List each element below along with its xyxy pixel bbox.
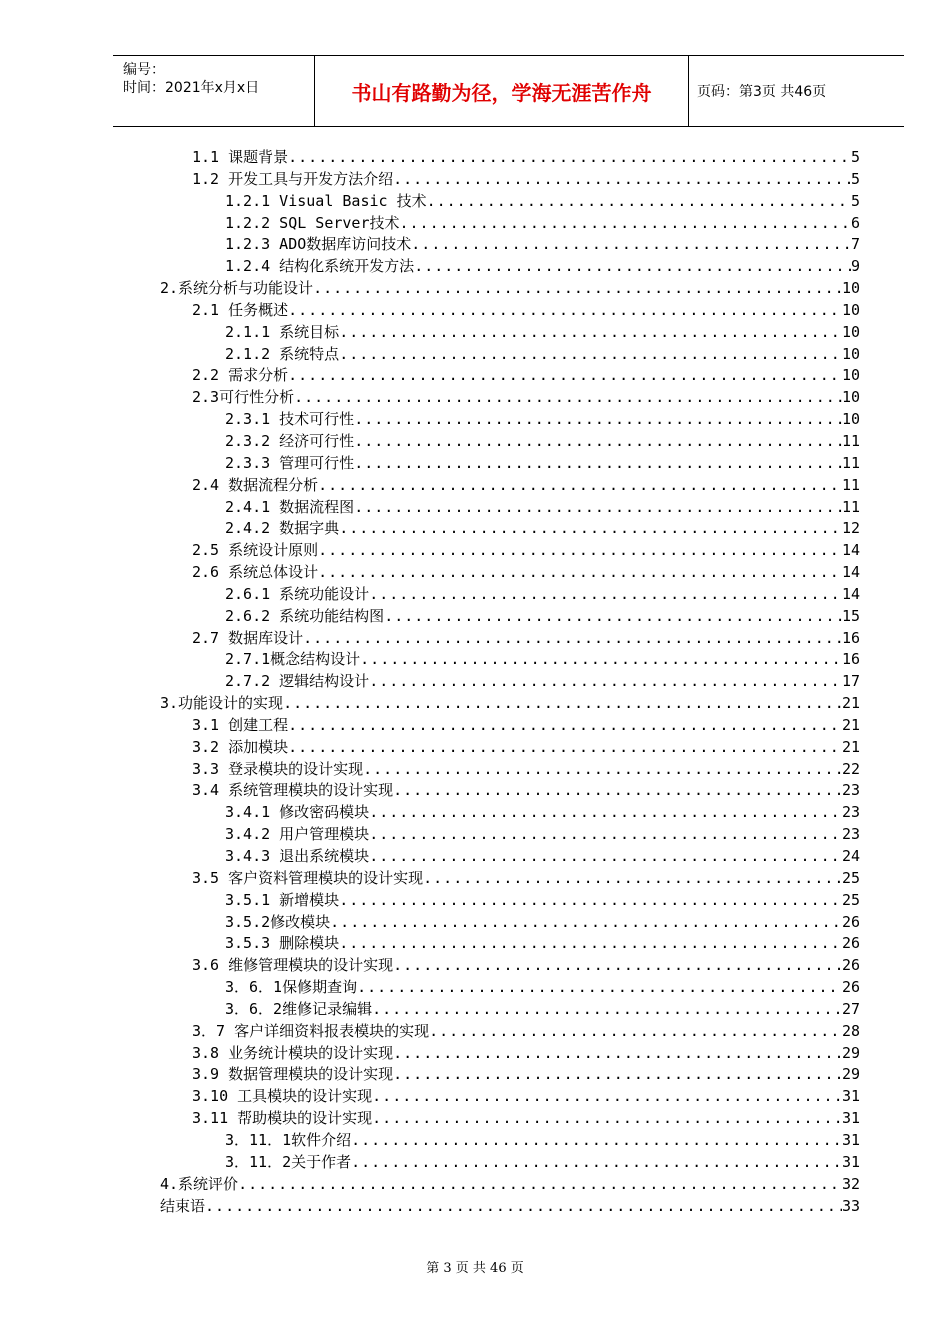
toc-leader-dots <box>372 999 842 1021</box>
toc-entry-title: 2.2 需求分析 <box>192 366 289 385</box>
toc-entry[interactable] <box>160 409 860 431</box>
toc-entry-page-number: 11 <box>841 453 860 472</box>
toc-entry-page-number: 14 <box>841 563 860 582</box>
toc-leader-dots <box>318 562 842 584</box>
toc-leader-dots <box>313 278 842 300</box>
toc-entry-page-number: 24 <box>841 847 860 865</box>
toc-entry-page-number: 25 <box>841 868 860 887</box>
toc-leader-dots <box>423 868 842 890</box>
toc-entry-page-number: 31 <box>841 1109 860 1128</box>
toc-entry-page-number: 11 <box>841 475 860 494</box>
toc-entry-page-number: 26 <box>841 978 860 997</box>
toc-entry[interactable] <box>160 169 860 191</box>
toc-entry-page-number: 29 <box>841 1043 860 1062</box>
toc-entry-page-number: 26 <box>841 912 860 931</box>
toc-entry-page-number: 33 <box>841 1196 860 1215</box>
toc-leader-dots <box>384 606 842 628</box>
toc-leader-dots <box>372 1086 842 1108</box>
toc-entry-page-number: 5 <box>850 169 860 188</box>
toc-entry-page-number: 21 <box>841 715 860 734</box>
toc-entry-page-number: 31 <box>841 1087 860 1106</box>
toc-entry[interactable] <box>160 890 860 912</box>
toc-entry[interactable] <box>160 1130 860 1152</box>
toc-leader-dots <box>283 693 842 715</box>
toc-entry-title: 1.1 课题背景 <box>192 148 289 166</box>
toc-leader-dots <box>339 322 842 344</box>
toc-leader-dots <box>351 1152 842 1174</box>
toc-entry-title: 1.2.2 SQL Server技术 <box>225 213 400 232</box>
toc-entry-title: 3.9 数据管理模块的设计实现 <box>192 1065 394 1084</box>
toc-leader-dots <box>429 1021 842 1043</box>
toc-entry[interactable] <box>160 191 860 213</box>
header-page-info: 页码：第3页 共46页 <box>697 84 827 100</box>
toc-entry-title: 3．6．1保修期查询 <box>225 978 358 997</box>
toc-entry-title: 2.6.1 系统功能设计 <box>225 584 370 603</box>
toc-entry[interactable] <box>160 256 860 278</box>
toc-entry-title: 3.6 维修管理模块的设计实现 <box>192 956 394 975</box>
toc-entry-page-number: 10 <box>841 344 860 363</box>
toc-leader-dots <box>354 431 842 453</box>
toc-entry-page-number: 29 <box>841 1065 860 1084</box>
toc-entry[interactable] <box>160 1174 860 1196</box>
toc-entry-title: 2.7.1概念结构设计 <box>225 650 361 669</box>
toc-entry-title: 2.系统分析与功能设计 <box>160 279 314 298</box>
toc-entry-title: 3．11．2关于作者 <box>225 1152 352 1171</box>
toc-leader-dots <box>354 497 842 519</box>
toc-entry-title: 3.功能设计的实现 <box>160 694 284 713</box>
toc-entry-title: 2.6.2 系统功能结构图 <box>225 606 385 625</box>
toc-entry-page-number: 23 <box>841 803 860 822</box>
page-footer: 第 3 页 共 46 页 <box>426 1261 524 1276</box>
toc-entry-page-number: 7 <box>850 235 860 254</box>
toc-entry-title: 3.4.3 退出系统模块 <box>225 847 370 865</box>
toc-entry[interactable] <box>160 387 860 409</box>
toc-entry[interactable] <box>160 431 860 453</box>
toc-entry[interactable] <box>160 300 860 322</box>
toc-entry-page-number: 26 <box>841 934 860 953</box>
toc-entry[interactable] <box>160 584 860 606</box>
toc-entry-page-number: 31 <box>841 1152 860 1171</box>
toc-entry-title: 2.3可行性分析 <box>192 388 295 407</box>
header-meta <box>123 61 313 97</box>
toc-leader-dots <box>238 1174 842 1196</box>
toc-leader-dots <box>363 759 842 781</box>
toc-entry[interactable] <box>160 628 860 650</box>
toc-entry[interactable] <box>160 475 860 497</box>
toc-entry[interactable] <box>160 365 860 387</box>
toc-leader-dots <box>339 890 842 912</box>
toc-leader-dots <box>288 147 851 169</box>
toc-entry[interactable] <box>160 1086 860 1108</box>
toc-entry-page-number: 14 <box>841 541 860 560</box>
toc-entry-title: 2.1 任务概述 <box>192 300 289 319</box>
toc-entry-title: 4.系统评价 <box>160 1174 239 1193</box>
toc-leader-dots <box>354 409 842 431</box>
toc-entry-title: 2.1.1 系统目标 <box>225 322 340 341</box>
toc-leader-dots <box>288 715 842 737</box>
toc-entry-page-number: 26 <box>841 956 860 975</box>
toc-entry[interactable] <box>160 497 860 519</box>
toc-entry-page-number: 10 <box>841 366 860 385</box>
toc-entry-title: 1.2 开发工具与开发方法介绍 <box>192 169 394 188</box>
toc-entry[interactable] <box>160 562 860 584</box>
toc-entry[interactable] <box>160 780 860 802</box>
toc-entry-page-number: 11 <box>841 431 860 450</box>
toc-entry[interactable] <box>160 234 860 256</box>
toc-entry[interactable] <box>160 846 860 868</box>
toc-entry-page-number: 16 <box>841 628 860 647</box>
toc-entry-title: 2.5 系统设计原则 <box>192 541 319 560</box>
toc-entry-title: 结束语 <box>160 1196 206 1215</box>
toc-entry[interactable] <box>160 933 860 955</box>
toc-leader-dots <box>354 453 842 475</box>
toc-entry[interactable] <box>160 802 860 824</box>
toc-leader-dots <box>318 540 842 562</box>
toc-leader-dots <box>414 256 851 278</box>
toc-entry-page-number: 28 <box>841 1021 860 1040</box>
toc-leader-dots <box>205 1196 842 1218</box>
table-of-contents <box>160 147 860 1217</box>
toc-entry-page-number: 23 <box>841 825 860 844</box>
toc-entry[interactable] <box>160 868 860 890</box>
toc-leader-dots <box>318 475 842 497</box>
toc-entry-page-number: 12 <box>841 519 860 538</box>
toc-entry[interactable] <box>160 518 860 540</box>
toc-entry-page-number: 10 <box>841 300 860 319</box>
toc-entry-page-number: 22 <box>841 759 860 778</box>
toc-entry-page-number: 17 <box>841 672 860 691</box>
toc-leader-dots <box>339 518 842 540</box>
toc-leader-dots <box>303 628 842 650</box>
toc-entry-page-number: 14 <box>841 584 860 603</box>
header-divider <box>688 56 689 126</box>
toc-entry-title: 3.3 登录模块的设计实现 <box>192 759 364 778</box>
toc-entry-title: 2.4.1 数据流程图 <box>225 497 355 516</box>
toc-entry-title: 3.5.2修改模块 <box>225 912 331 931</box>
toc-entry-title: 1.2.4 结构化系统开发方法 <box>225 257 415 276</box>
toc-entry-page-number: 23 <box>841 781 860 800</box>
document-number-label: 编号： <box>123 62 165 78</box>
toc-entry-page-number: 21 <box>841 737 860 756</box>
toc-entry[interactable] <box>160 977 860 999</box>
toc-entry-page-number: 10 <box>841 322 860 341</box>
toc-entry[interactable] <box>160 999 860 1021</box>
toc-entry[interactable] <box>160 1196 860 1218</box>
toc-leader-dots <box>400 213 851 235</box>
toc-entry[interactable] <box>160 1043 860 1065</box>
toc-leader-dots <box>427 191 851 213</box>
toc-entry-page-number: 16 <box>841 650 860 669</box>
toc-entry[interactable] <box>160 147 860 169</box>
toc-entry-title: 2.4 数据流程分析 <box>192 475 319 494</box>
toc-leader-dots <box>393 1043 842 1065</box>
toc-leader-dots <box>369 824 842 846</box>
toc-entry-title: 3．6．2维修记录编辑 <box>225 999 373 1018</box>
toc-entry-page-number: 31 <box>841 1130 860 1149</box>
toc-entry-page-number: 10 <box>841 388 860 407</box>
toc-leader-dots <box>369 846 842 868</box>
toc-entry-page-number: 9 <box>850 257 860 276</box>
toc-entry[interactable] <box>160 1152 860 1174</box>
toc-leader-dots <box>360 649 842 671</box>
toc-entry-title: 3.4.2 用户管理模块 <box>225 825 370 844</box>
toc-entry-page-number: 32 <box>841 1174 860 1193</box>
toc-entry-title: 3.5 客户资料管理模块的设计实现 <box>192 868 424 887</box>
toc-leader-dots <box>357 977 842 999</box>
toc-entry-title: 2.3.1 技术可行性 <box>225 410 355 429</box>
toc-entry[interactable] <box>160 453 860 475</box>
toc-leader-dots <box>411 234 851 256</box>
toc-entry-page-number: 10 <box>841 279 860 298</box>
toc-entry-title: 3.4.1 修改密码模块 <box>225 803 370 822</box>
toc-entry-title: 3.8 业务统计模块的设计实现 <box>192 1043 394 1062</box>
toc-entry-title: 3.4 系统管理模块的设计实现 <box>192 781 394 800</box>
toc-entry[interactable] <box>160 671 860 693</box>
toc-entry[interactable] <box>160 1108 860 1130</box>
toc-leader-dots <box>294 387 842 409</box>
toc-entry-page-number: 5 <box>850 191 860 210</box>
toc-leader-dots <box>372 1108 842 1130</box>
toc-leader-dots <box>351 1130 842 1152</box>
toc-entry[interactable] <box>160 824 860 846</box>
toc-entry[interactable] <box>160 213 860 235</box>
toc-leader-dots <box>330 912 842 934</box>
toc-entry[interactable] <box>160 955 860 977</box>
toc-entry-title: 2.3.3 管理可行性 <box>225 453 355 472</box>
toc-leader-dots <box>339 344 842 366</box>
toc-entry-page-number: 27 <box>841 999 860 1018</box>
toc-entry[interactable] <box>160 344 860 366</box>
toc-entry-title: 2.4.2 数据字典 <box>225 519 340 538</box>
toc-entry-page-number: 6 <box>850 213 860 232</box>
toc-entry[interactable] <box>160 278 860 300</box>
toc-entry-title: 1.2.1 Visual Basic 技术 <box>225 191 427 210</box>
toc-entry-title: 3.1 创建工程 <box>192 715 289 734</box>
toc-entry[interactable] <box>160 1021 860 1043</box>
toc-entry-title: 2.1.2 系统特点 <box>225 344 340 363</box>
header-motto: 书山有路勤为径，学海无涯苦作舟 <box>351 80 652 105</box>
toc-entry-page-number: 5 <box>850 148 860 166</box>
toc-leader-dots <box>393 955 842 977</box>
toc-entry-page-number: 21 <box>841 694 860 713</box>
toc-leader-dots <box>288 300 842 322</box>
toc-entry-title: 3.5.1 新增模块 <box>225 890 340 909</box>
toc-leader-dots <box>393 169 851 191</box>
toc-entry[interactable] <box>160 693 860 715</box>
toc-entry-title: 3．11．1软件介绍 <box>225 1130 352 1149</box>
toc-entry-page-number: 10 <box>841 410 860 429</box>
toc-entry[interactable] <box>160 649 860 671</box>
toc-leader-dots <box>288 737 842 759</box>
toc-entry-page-number: 11 <box>841 497 860 516</box>
toc-entry[interactable] <box>160 759 860 781</box>
toc-entry[interactable] <box>160 1064 860 1086</box>
toc-leader-dots <box>288 365 842 387</box>
toc-leader-dots <box>339 933 842 955</box>
toc-entry[interactable] <box>160 715 860 737</box>
toc-entry-title: 3.10 工具模块的设计实现 <box>192 1087 373 1106</box>
toc-entry-title: 3.11 帮助模块的设计实现 <box>192 1109 373 1128</box>
toc-entry-title: 2.7.2 逻辑结构设计 <box>225 672 370 691</box>
toc-entry-title: 2.3.2 经济可行性 <box>225 431 355 450</box>
toc-entry-page-number: 25 <box>841 890 860 909</box>
toc-entry-title: 2.7 数据库设计 <box>192 628 304 647</box>
toc-entry[interactable] <box>160 737 860 759</box>
toc-leader-dots <box>393 1064 842 1086</box>
toc-entry-title: 3.5.3 删除模块 <box>225 934 340 953</box>
toc-entry[interactable] <box>160 322 860 344</box>
toc-leader-dots <box>369 671 842 693</box>
toc-entry-title: 3.2 添加模块 <box>192 737 289 756</box>
toc-leader-dots <box>369 802 842 824</box>
document-time-label: 时间：2021年x月x日 <box>123 80 260 96</box>
toc-entry-title: 3．7 客户详细资料报表模块的实现 <box>192 1021 430 1040</box>
toc-entry[interactable] <box>160 540 860 562</box>
toc-entry-title: 1.2.3 ADO数据库访问技术 <box>225 235 412 254</box>
toc-entry[interactable] <box>160 912 860 934</box>
toc-leader-dots <box>393 780 842 802</box>
toc-entry[interactable] <box>160 606 860 628</box>
toc-entry-title: 2.6 系统总体设计 <box>192 563 319 582</box>
toc-leader-dots <box>369 584 842 606</box>
toc-entry-page-number: 15 <box>841 606 860 625</box>
page-header <box>113 55 904 127</box>
